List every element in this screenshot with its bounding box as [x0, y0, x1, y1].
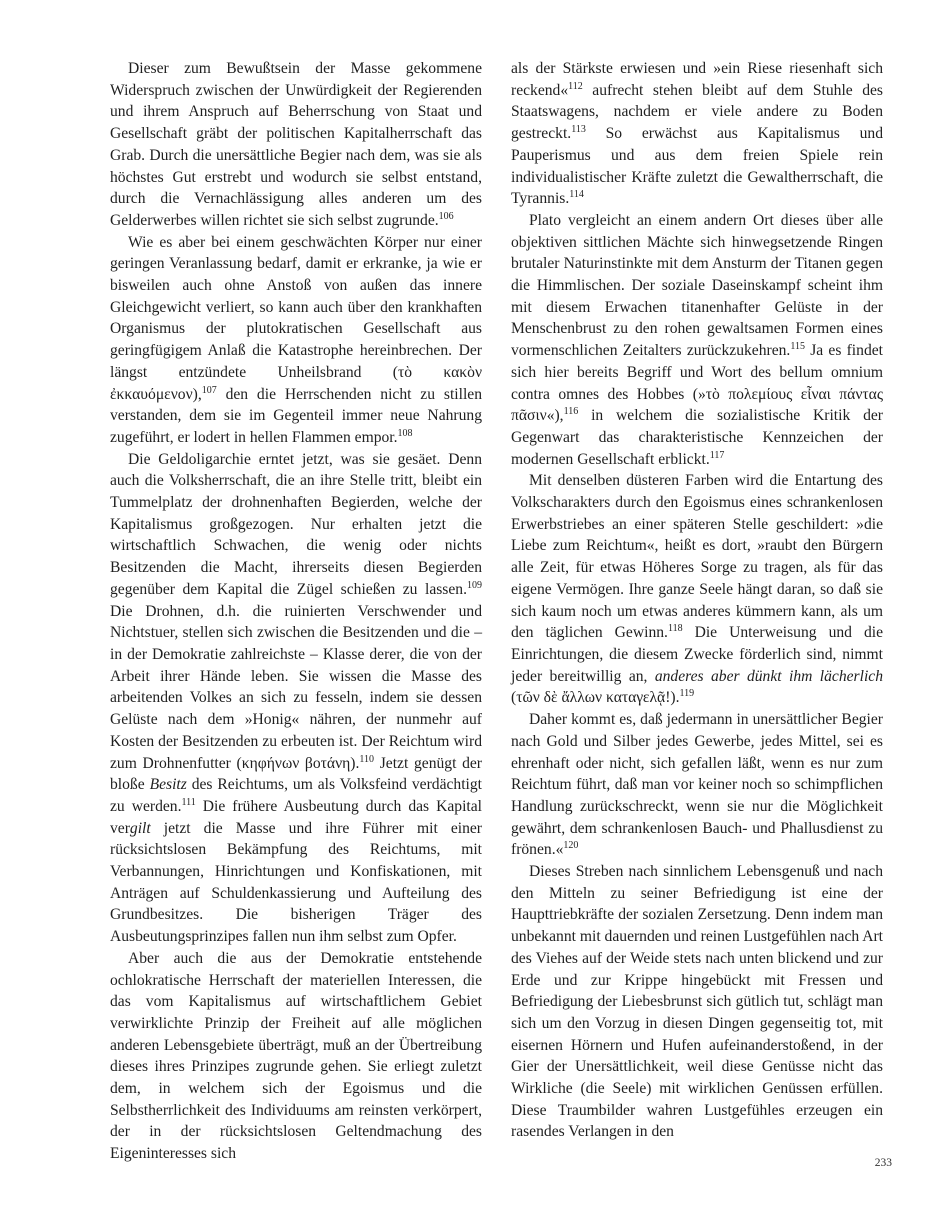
text-run: Die Unterweisung und die Einrichtungen, die diesem Zwecke förderlich sind, nimmt jeder bereitwillig an, [511, 624, 884, 685]
paragraph [511, 210, 883, 470]
footnote-marker: 108 [397, 427, 413, 439]
text-run: Die frühere Ausbeutung durch das Kapital ver [110, 797, 482, 837]
text-run: Mit denselben düsteren Farben wird die Entartung des Volkscharakters durch den Egoismus eines schrankenlosen Erwerbstriebes an einer späteren Stelle geschildert: »die Liebe zum Reichtum«, heißt es dort, »raubt den Bürgern alle Zeit, für etwas Höheres Sorge zu tragen, als für das eigene Vermögen. Ihre ganze Seele hängt daran, so daß sie sich kaum noch um etwas anderes kümmern kann, als um den täglichen Gewinn. [511, 472, 883, 642]
footnote-marker: 117 [709, 449, 725, 461]
footnote-marker: 120 [563, 840, 579, 852]
paragraph [511, 58, 883, 210]
text-run: Dieser zum Bewußtsein der Masse gekommene Widerspruch zwischen der Unwürdigkeit der Regierenden und ihrem Anspruch auf Beherrschung von Staat und Gesellschaft gräbt der politischen Kapitalherrschaft das Grab. Durch die unersättliche Begier nach dem, was sie als höchstes Gut erstrebt und wodurch sie selbst entstand, durch die Vernachlässigung alles anderen um des Gelderwerbes willen richtet sie sich selbst zugrunde. [110, 60, 482, 229]
footnote-marker: 113 [571, 124, 586, 136]
paragraph [511, 709, 883, 861]
paragraph [110, 449, 482, 948]
text-run: Die Geldoligarchie erntet jetzt, was sie gesäet. Denn auch die Volksherrschaft, die an ihre Stelle tritt, bleibt ein Tummelplatz der drohnenhaften Begierden, welche der Kapitalismus großgezogen. Nur erhalten jetzt die wirtschaftlich Schwachen, die wenig oder nichts Besitzenden die Macht, ihrerseits diesen Begierden gegenüber dem Kapital die Zügel schießen zu lassen. [110, 450, 482, 598]
paragraph [511, 861, 883, 1143]
text-run: Daher kommt es, daß jedermann in unersättlicher Begier nach Gold und Silber jedes Gewerbe, jedes Mittel, sei es ehrenhaft oder nicht, sich gefallen läßt, wenn es nur zum Reichtum führt, daß man vor keiner noch so schimpflichen Handlung zurückschreckt, wenn sie nur die Möglichkeit gewährt, dem schrankenlosen Bauch- und Phallusdienst zu frönen.« [511, 711, 883, 859]
text-run: Wie es aber bei einem geschwächten Körper nur einer geringen Veranlassung bedarf, damit er erkranke, ja wie er bisweilen auch ohne Anstoß von außen das innere Gleichgewicht verliert, so kann auch über den krankhaften Organismus der plutokratischen Gesellschaft aus geringfügigem Anlaß die Katastrophe hereinbrechen. Der längst entzündete Unheilsbrand (τὸ κακὸν ἐκκαυόμενον), [110, 233, 482, 403]
text-run: Dieses Streben nach sinnlichem Lebensgenuß und nach den Mitteln zu seiner Befriedigung ist eine der Haupttriebkräfte der sozialen Zersetzung. Denn indem man unbekannt mit dauernden und reinen Lustgefühlen nach Art des Viehes auf der Weide stets nach unten blickend und zur Erde und zur Krippe hingebückt mit Fressen und Befriedigung der Liebesbrunst sich gütlich tut, schlägt man sich um den Vorzug in diesen Dingen gegenseitig tot, mit eisernen Hörnern und Hufen aufeinanderstoßend, in der Gier der Unersättlichkeit, weil diese Genüsse nicht das Wirkliche (die Seele) mit wirklichen Genüssen erfüllen. Diese Traumbilder wahren Lustgefühles erzeugen ein rasendes Verlangen in den [511, 863, 883, 1141]
paragraph [110, 58, 482, 232]
text-run: den die Herrschenden nicht zu stillen verstanden, dem sie im Gegenteil immer neue Nahrung zugeführt, er lodert in hellen Flammen empor. [110, 385, 482, 446]
footnote-marker: 116 [563, 406, 579, 418]
footnote-marker: 115 [790, 341, 805, 353]
paragraph [110, 232, 482, 449]
text-run: aufrecht stehen bleibt auf dem Stuhle des Staatswagens, nachdem er viele andere zu Boden gestreckt. [511, 81, 883, 143]
text-run: jetzt die Masse und ihre Führer mit einer rücksichtslosen Bekämpfung des Reichtums, mit Verbannungen, Hinrichtungen und Konfiskationen, mit Anträgen auf Schuldenkassierung und Aufteilung des Grundbesitzes. Die bisherigen Träger des Ausbeutungsprinzipes fallen nun ihm selbst zum Opfer. [110, 819, 482, 946]
text-run: Die Drohnen, d.h. die ruinierten Verschwender und Nichtstuer, stellen sich zwischen die Besitzenden und die – in der Demokratie zahlreichste – Klasse derer, die von der Arbeit ihrer Hände leben. Sie wissen die Masse des arbeitenden Volkes an sich zu fesseln, indem sie dessen Gelüste nach dem »Honig« nähren, der nunmehr auf Kosten der Besitzenden zu erbeuten ist. Der Reichtum wird zum Drohnenfutter (κηφήνων βοτάνη). [110, 602, 482, 772]
text-run: Jetzt genügt der bloße [110, 754, 482, 794]
footnote-marker: 119 [679, 688, 695, 700]
footnote-marker: 107 [201, 384, 217, 396]
paragraph [511, 470, 883, 709]
text-run: Plato vergleicht an einem andern Ort dieses über alle objektiven sittlichen Mächte sich hinwegsetzende Ringen brutaler Naturinstinkte mit dem Ansturm der Titanen gegen die Himmlischen. Der soziale Daseinskampf scheint ihm mit diesem Erwachen titanenhafter Gelüste in der Menschenbrust zu den rohen gewaltsamen Formen eines vormenschlichen Zeitalters zurückzukehren. [511, 211, 883, 360]
right-text-column [511, 58, 883, 1143]
emphasized-text: gilt [129, 819, 151, 837]
text-run: (τῶν δὲ ἄλλων καταγελᾷ!). [511, 689, 680, 707]
footnote-marker: 112 [568, 80, 583, 92]
text-run: So erwächst aus Kapitalismus und Pauperismus und aus dem freien Spiele rein individualistischer Kräfte zuletzt die Gewaltherrschaft, die Tyrannis. [511, 125, 883, 208]
text-run: Aber auch die aus der Demokratie entstehende ochlokratische Herrschaft der materiellen Interessen, die das vom Kapitalismus auf wirtschaftlichem Gebiet verwirklichte Prinzip der Freiheit auf alle möglichen anderen Lebensgebiete überträgt, muß an der Übertreibung dieses ihres Prinzipes zugrunde gehen. Sie erliegt zuletzt dem, in welchem sich der Egoismus und die Selbstherrlichkeit des Individuums am reinsten verkörpert, der in der rücksichtslosen Geltendmachung des Eigeninteresses sich [110, 949, 482, 1163]
paragraph [110, 948, 482, 1165]
page-number: 233 [874, 1157, 892, 1169]
emphasized-text: anderes aber dünkt ihm lächerlich [654, 667, 883, 685]
left-text-column [110, 58, 482, 1165]
footnote-marker: 111 [181, 796, 196, 808]
footnote-marker: 114 [569, 189, 584, 201]
footnote-marker: 110 [359, 753, 375, 765]
text-run: als der Stärkste erwiesen und »ein Riese riesenhaft sich reckend« [511, 60, 883, 99]
footnote-marker: 106 [438, 210, 454, 222]
footnote-marker: 118 [667, 623, 683, 635]
text-run: des Reichtums, um als Volksfeind verdächtigt zu werden. [110, 776, 483, 815]
text-run: in welchem die sozialistische Kritik der Gegenwart das charakteristische Kennzeichen der modernen Gesellschaft erblickt. [511, 407, 883, 468]
text-run: Ja es findet sich hier bereits Begriff und Wort des bellum omnium contra omnes des Hobbes (»τὸ πολεμίους εἶναι πάντας πᾶσιν«), [511, 342, 883, 425]
footnote-marker: 109 [467, 579, 482, 591]
emphasized-text: Besitz [149, 776, 187, 794]
